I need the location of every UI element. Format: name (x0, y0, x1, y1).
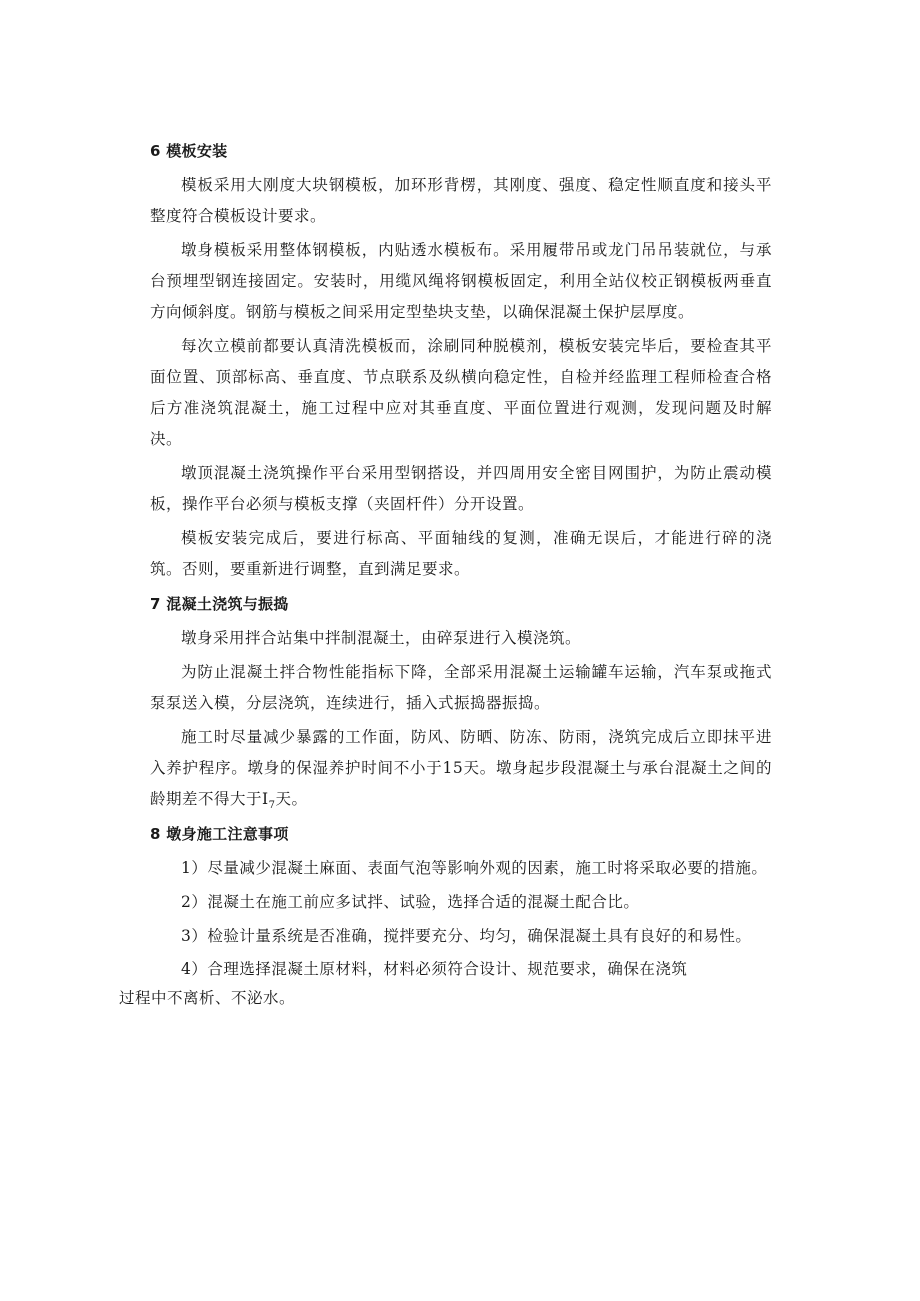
paragraph: 模板安装完成后，要进行标高、平面轴线的复测，准确无误后，才能进行碎的浇筑。否则，要重新进行调整，直到满足要求。 (150, 529, 772, 578)
paragraph-text: 施工时尽量减少暴露的工作面，防风、防晒、防冻、防雨，浇筑完成后立即抹平进入养护程序。墩身的保湿养护时间不小于15天。墩身起步段混凝土与承台混凝土之间的龄期差不得大于I (150, 728, 772, 808)
list-item: 2）混凝土在施工前应多试拌、试验，选择合适的混凝土配合比。 (181, 893, 640, 911)
list-item (119, 955, 772, 1013)
paragraph: 墩顶混凝土浇筑操作平台采用型钢搭设，并四周用安全密目网围护，为防止震动模板，操作平台必须与模板支撑（夹固杆件）分开设置。 (150, 464, 772, 513)
document-page (119, 132, 772, 1016)
paragraph-text: 天。 (275, 790, 308, 808)
section-heading-formwork: 6 模板安装 (150, 142, 228, 160)
paragraph: 墩身模板采用整体钢模板，内贴透水模板布。采用履带吊或龙门吊吊装就位，与承台预埋型钢连接固定。安装时，用缆风绳将钢模板固定，利用全站仪校正钢模板两垂直方向倾斜度。钢筋与模板之间采用定型垫块支垫，以确保混凝土保护层厚度。 (150, 241, 772, 321)
paragraph: 为防止混凝土拌合物性能指标下降，全部采用混凝土运输罐车运输，汽车泵或拖式泵泵送入模，分层浇筑，连续进行，插入式振捣器振捣。 (150, 663, 772, 712)
paragraph: 每次立模前都要认真清洗模板而，涂刷同种脱模剂，模板安装完毕后，要检查其平面位置、顶部标高、垂直度、节点联系及纵横向稳定性，自检并经监理工程师检查合格后方准浇筑混凝土，施工过程中应对其垂直度、平面位置进行观测，发现问题及时解决。 (150, 337, 772, 448)
paragraph-with-subscript (150, 722, 772, 815)
subscript: 7 (268, 800, 276, 812)
list-item: 1）尽量减少混凝土麻面、表面气泡等影响外观的因素，施工时将采取必要的措施。 (181, 859, 768, 877)
section-heading-precautions: 8 墩身施工注意事项 (150, 825, 289, 843)
list-item-line: 过程中不离析、不泌水。 (119, 989, 296, 1007)
list-item: 3）检验计量系统是否准确，搅拌要充分、均匀，确保混凝土具有良好的和易性。 (181, 927, 752, 945)
paragraph: 模板采用大刚度大块钢模板，加环形背楞，其刚度、强度、稳定性顺直度和接头平整度符合模板设计要求。 (150, 176, 772, 225)
section-heading-concrete-pouring: 7 混凝土浇筑与振捣 (150, 595, 289, 613)
paragraph: 墩身采用拌合站集中拌制混凝土，由碎泵进行入模浇筑。 (181, 629, 582, 647)
list-item-line: 4）合理选择混凝土原材料，材料必须符合设计、规范要求，确保在浇筑 (181, 960, 688, 978)
